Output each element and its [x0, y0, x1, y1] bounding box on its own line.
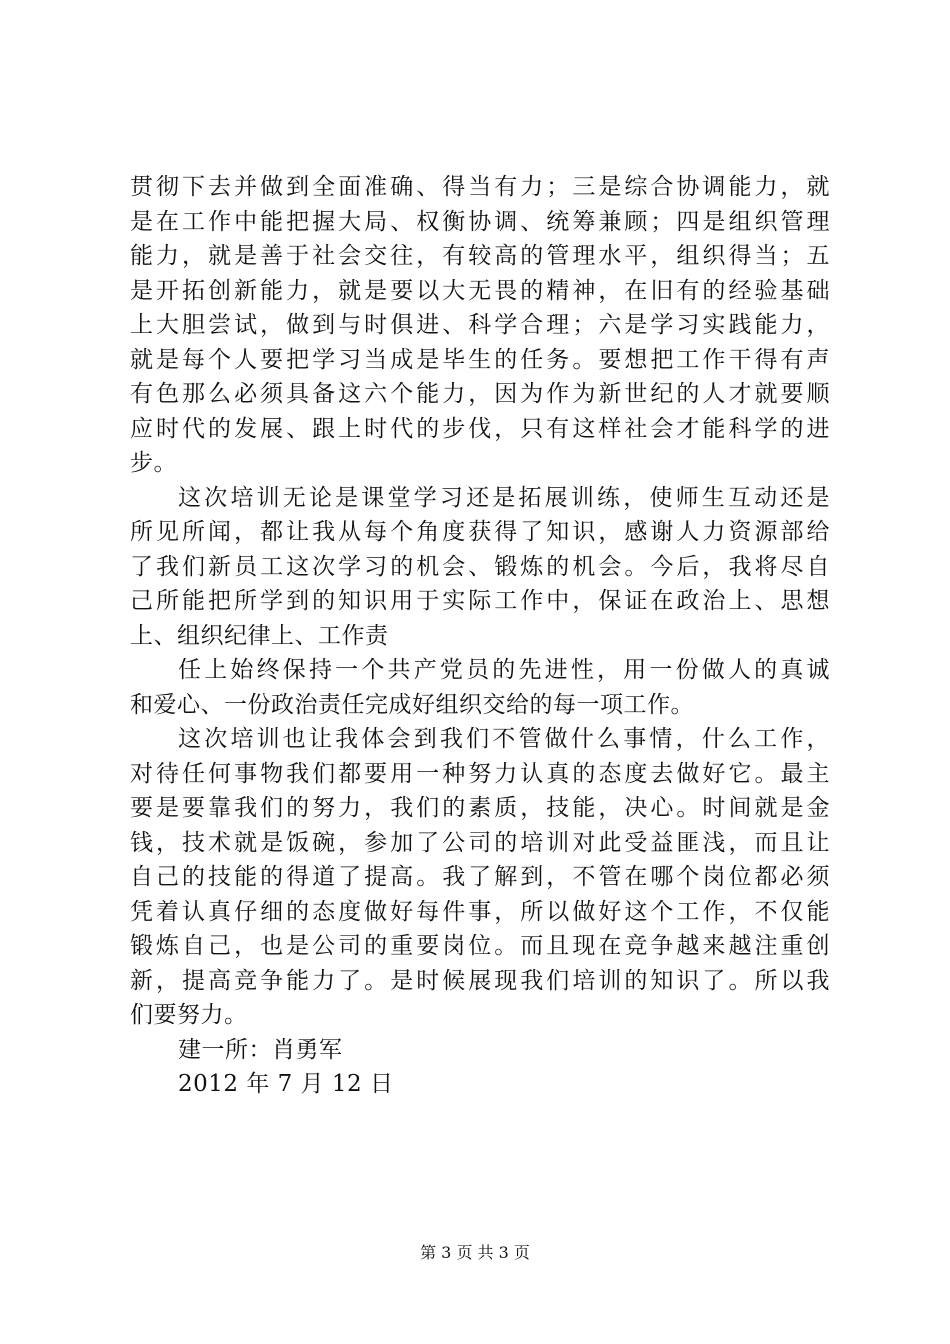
text-line: 新，提高竞争能力了。是时候展现我们培训的知识了。所以我 [130, 967, 830, 994]
text-line: 和爱心、一份政治责任完成好组织交给的每一项工作。 [130, 691, 694, 718]
paragraph [130, 481, 830, 654]
date-line: 2012 年 7 月 12 日 [178, 1071, 394, 1097]
signature: 建一所：肖勇军 [178, 1036, 343, 1063]
text-line: 有色那么必须具备这六个能力，因为作为新世纪的人才就要顺 [130, 381, 830, 407]
paragraph [130, 170, 830, 481]
text-line: 步。 [130, 450, 177, 476]
text-line: 是开拓创新能力，就是要以大无畏的精神，在旧有的经验基础 [130, 277, 830, 304]
text-line: 上大胆尝试，做到与时俱进、科学合理；六是学习实践能力， [130, 312, 830, 338]
text-line: 就是每个人要把学习当成是毕生的任务。要想把工作干得有声 [130, 346, 830, 373]
text-line: 们要努力。 [130, 1002, 248, 1028]
text-line: 自己的技能的得道了提高。我了解到，不管在哪个岗位都必须 [130, 864, 830, 890]
text-line: 任上始终保持一个共产党员的先进性，用一份做人的真诚 [178, 657, 830, 683]
text-line: 能力，就是善于社会交往，有较高的管理水平，组织得当；五 [130, 243, 830, 269]
paragraph-list [130, 170, 830, 1033]
text-line: 了我们新员工这次学习的机会、锻炼的机会。今后，我将尽自 [130, 553, 830, 580]
text-line: 这次培训也让我体会到我们不管做什么事情，什么工作， [178, 726, 830, 752]
page-footer: 第 3 页 共 3 页 [420, 1243, 530, 1262]
document-body [130, 170, 830, 1102]
text-line: 对待任何事物我们都要用一种努力认真的态度去做好它。最主 [130, 760, 830, 787]
text-line: 这次培训无论是课堂学习还是拓展训练，使师生互动还是 [178, 484, 830, 511]
text-line: 上、组织纪律上、工作责 [130, 622, 389, 649]
text-line: 所见所闻，都让我从每个角度获得了知识，感谢人力资源部给 [130, 519, 830, 545]
paragraph [130, 722, 830, 1033]
text-line: 要是要靠我们的努力，我们的素质，技能，决心。时间就是金 [130, 795, 830, 821]
text-line: 贯彻下去并做到全面准确、得当有力；三是综合协调能力，就 [130, 174, 830, 200]
paragraph [130, 653, 830, 722]
text-line: 钱，技术就是饭碗，参加了公司的培训对此受益匪浅，而且让 [130, 829, 830, 856]
text-line: 应时代的发展、跟上时代的步伐，只有这样社会才能科学的进 [130, 415, 830, 442]
text-line: 是在工作中能把握大局、权衡协调、统筹兼顾；四是组织管理 [130, 208, 830, 235]
text-line: 己所能把所学到的知识用于实际工作中，保证在政治上、思想 [130, 588, 830, 614]
text-line: 凭着认真仔细的态度做好每件事，所以做好这个工作，不仅能 [130, 898, 830, 925]
text-line: 锻炼自己，也是公司的重要岗位。而且现在竞争越来越注重创 [130, 933, 830, 959]
